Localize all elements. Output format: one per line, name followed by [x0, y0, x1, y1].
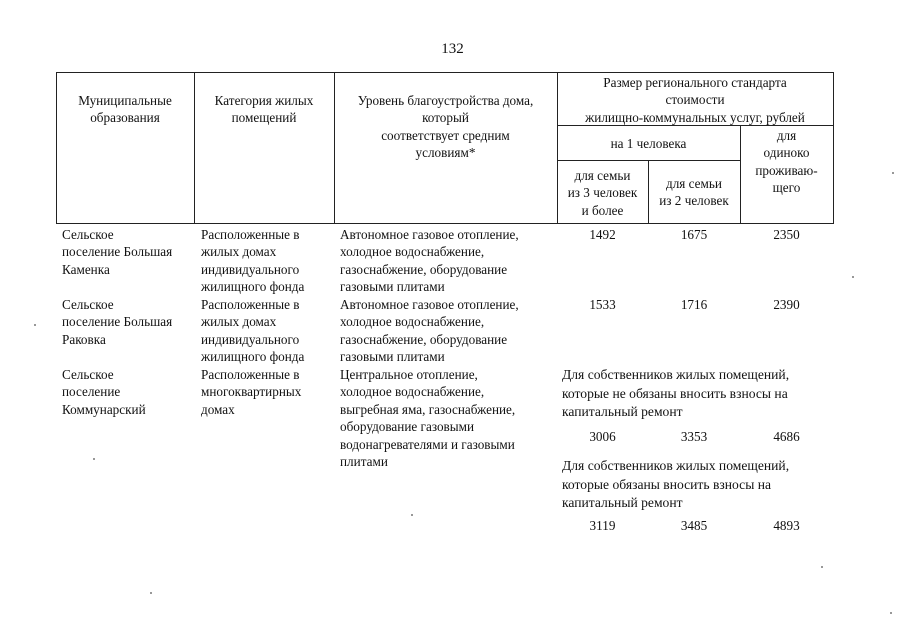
cell-category: Расположенные в многоквартирных домах [201, 367, 302, 417]
cell-value-single: 4686 [773, 429, 800, 444]
cell-value-family2: 3485 [680, 518, 708, 533]
cell-value-single: 2350 [773, 227, 800, 242]
cell-value-family3: 3119 [589, 518, 616, 533]
cell-category: Расположенные в жилых домах индивидуального жилищного фонда [201, 297, 305, 365]
header-family2: для семьи из 2 человек [659, 176, 729, 209]
scan-speck [411, 514, 413, 516]
scan-speck [93, 458, 95, 460]
header-standard: Размер регионального стандарта стоимости жилищно-коммунальных услуг, рублей [585, 75, 805, 125]
cell-value-family3: 1492 [589, 227, 616, 242]
scan-speck [821, 566, 823, 568]
cell-value-family2: 1716 [680, 297, 708, 312]
cell-municipality: Сельское поселение Большая Раковка [62, 297, 173, 347]
header-per-person: на 1 человека [610, 136, 687, 151]
table-right-border [833, 72, 834, 224]
sub-note-no-capital-repair: Для собственников жилых помещений, которые не обязаны вносить взносы на капитальный ремонт [562, 367, 790, 419]
scan-speck [890, 612, 892, 614]
cell-amenities: Автономное газовое отопление, холодное водоснабжение, газоснабжение, оборудование газовыми плитами [340, 297, 519, 365]
cell-value-family3: 3006 [589, 429, 616, 444]
header-municipality: Муниципальные образования [78, 93, 172, 126]
cell-amenities: Автономное газовое отопление, холодное водоснабжение, газоснабжение, оборудование газовыми плитами [340, 227, 519, 295]
table-top-border [56, 72, 833, 73]
sub-note-capital-repair: Для собственников жилых помещений, которые обязаны вносить взносы на капитальный ремонт [562, 458, 790, 510]
cell-municipality: Сельское поселение Большая Каменка [62, 227, 173, 277]
cell-value-family2: 3353 [680, 429, 708, 444]
scan-speck [892, 172, 894, 174]
header-single: для одиноко проживаю- щего [755, 128, 818, 196]
header-bottom-border [56, 223, 833, 224]
cell-value-single: 2390 [773, 297, 800, 312]
header-amenities: Уровень благоустройства дома, который соответствует средним условиям* [357, 93, 534, 161]
cell-value-family2: 1675 [680, 227, 708, 242]
scan-speck [150, 592, 152, 594]
cell-amenities: Центральное отопление, холодное водоснабжение, выгребная яма, газоснабжение, оборудование газовыми водонагревателями и газовыми плитами [340, 367, 516, 470]
cell-value-single: 4893 [773, 518, 800, 533]
cell-municipality: Сельское поселение Коммунарский [62, 367, 146, 417]
cell-value-family3: 1533 [589, 297, 616, 312]
header-family3: для семьи из 3 человек и более [567, 168, 638, 218]
page-number: 132 [441, 41, 464, 57]
scan-speck [34, 324, 36, 326]
scan-speck [852, 276, 854, 278]
header-category: Категория жилых помещений [214, 93, 314, 126]
cell-category: Расположенные в жилых домах индивидуального жилищного фонда [201, 227, 305, 295]
